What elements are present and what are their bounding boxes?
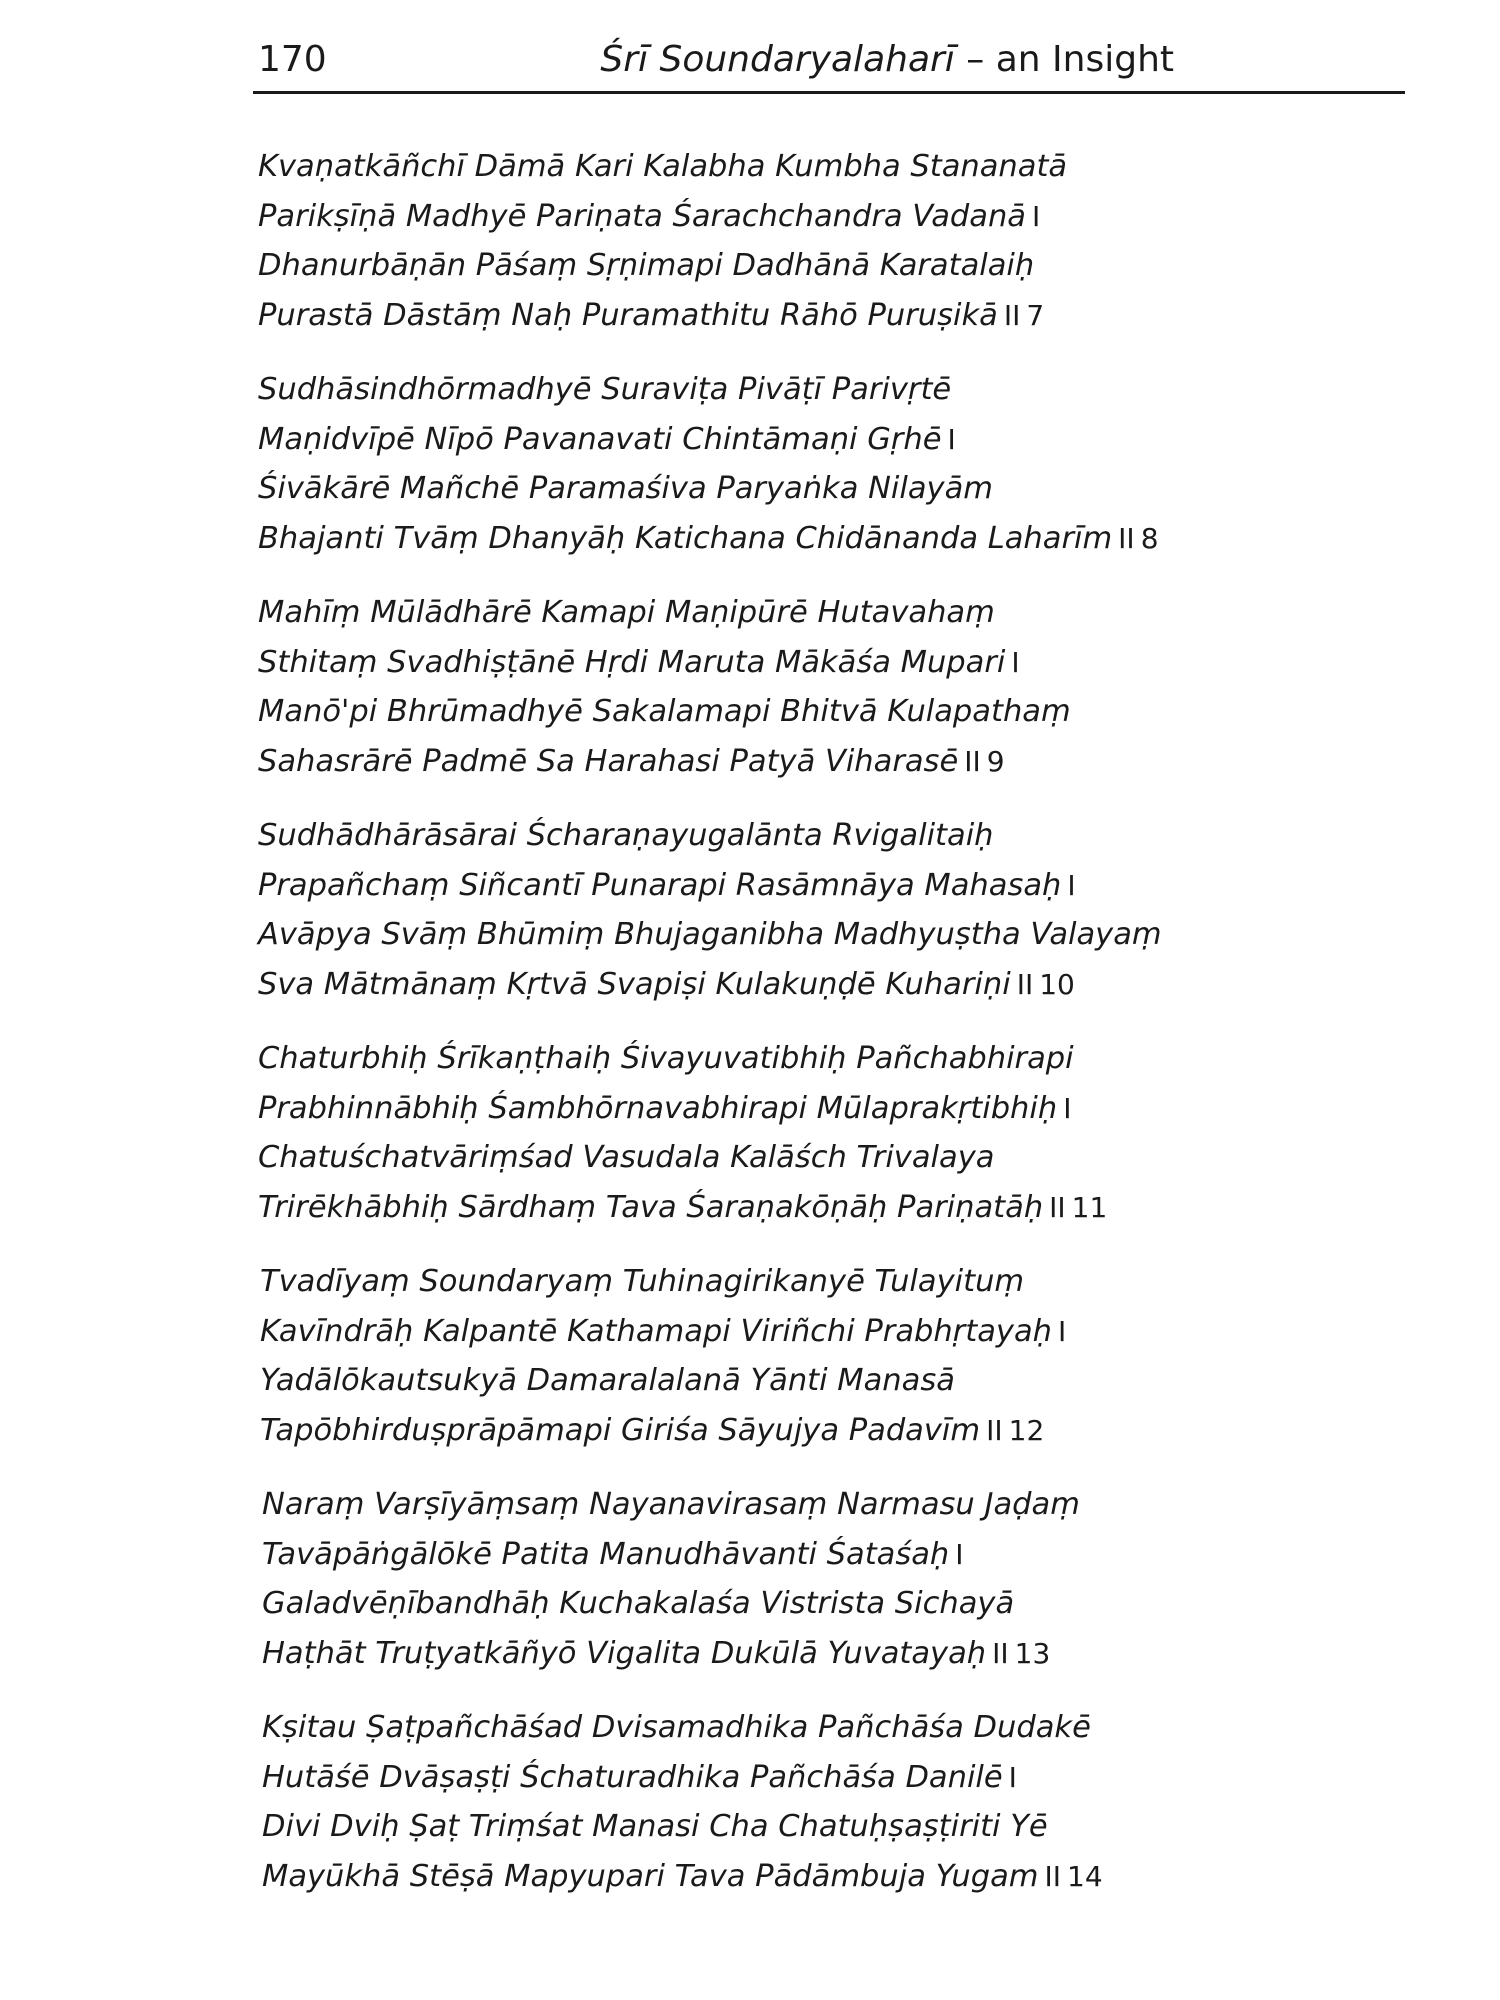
verse-line <box>258 1084 1500 1134</box>
verse-line <box>258 737 1500 787</box>
verse-number: 7 <box>1026 298 1045 332</box>
verse-line <box>258 1133 1500 1183</box>
verse-line <box>258 291 1500 341</box>
verse-number: 10 <box>1039 967 1075 1001</box>
verse-line <box>260 1307 1500 1357</box>
half-verse-mark: I <box>1011 645 1020 679</box>
verse-line-text: Trirēkhābhiḥ Sārdhaṃ Tava Śaraṇakōṇāḥ Pariṇatāḥ <box>258 1189 1044 1225</box>
verse-number: 9 <box>986 744 1005 778</box>
verse-line-text: Dhanurbāṇān Pāśaṃ Sṛṇimapi Dadhānā Karatalaiḥ <box>258 248 1035 283</box>
verse-number: 13 <box>1014 1636 1051 1670</box>
page-header <box>258 30 1408 94</box>
verse-line-text: Mayūkhā Stēṣā Mapyupari Tava Pādāmbuja Yugam <box>262 1858 1039 1894</box>
verse-end-mark: II <box>1049 1190 1066 1224</box>
verse-line <box>258 811 1500 861</box>
verse-line <box>258 588 1500 638</box>
running-title-rest: – an Insight <box>954 39 1174 80</box>
verse-line-text: Mahīṃ Mūlādhārē Kamapi Maṇipūrē Hutavahaṃ <box>258 595 995 630</box>
verse-line-text: Chaturbhiḥ Śrīkaṇṭhaiḥ Śivayuvatibhiḥ Pañchabhirapi <box>258 1041 1074 1076</box>
verse-line <box>258 514 1500 564</box>
verse-line <box>258 241 1500 291</box>
half-verse-mark: I <box>1008 1760 1017 1794</box>
verse-14 <box>262 1703 1500 1901</box>
verse-line-text: Maṇidvīpē Nīpō Pavanavati Chintāmaṇi Gṛhē <box>258 421 942 457</box>
verse-line <box>262 1802 1500 1852</box>
verse-line <box>258 142 1500 192</box>
verse-line-text: Yadālōkautsukyā Damaralalanā Yānti Manasā <box>260 1363 955 1398</box>
verse-13 <box>262 1480 1500 1678</box>
half-verse-mark: I <box>1067 868 1076 902</box>
verse-line-text: Śivākārē Mañchē Paramaśiva Paryaṅka Nilayām <box>258 471 993 506</box>
verse-line <box>262 1480 1500 1530</box>
verse-number: 12 <box>1008 1413 1045 1447</box>
verse-11 <box>258 1034 1500 1232</box>
verse-7 <box>258 142 1500 340</box>
verse-line <box>260 1406 1500 1456</box>
half-verse-mark: I <box>1063 1091 1072 1125</box>
verse-line-text: Prabhinnābhiḥ Śambhōrnavabhirapi Mūlaprakṛtibhiḥ <box>258 1090 1058 1126</box>
verse-line-text: Bhajanti Tvāṃ Dhanyāḥ Katichana Chidānanda Laharīm <box>258 520 1113 556</box>
verse-line-text: Manō'pi Bhrūmadhyē Sakalamapi Bhitvā Kulapathaṃ <box>258 694 1071 729</box>
verse-line <box>258 464 1500 514</box>
verse-number: 11 <box>1071 1190 1108 1224</box>
verse-end-mark: II <box>1044 1859 1062 1893</box>
verse-line-text: Haṭhāt Truṭyatkāñyō Vigalita Dukūlā Yuvatayaḥ <box>262 1635 987 1671</box>
verse-line <box>260 1356 1500 1406</box>
verse-line <box>262 1753 1500 1803</box>
verse-line-text: Sva Mātmānaṃ Kṛtvā Svapiṣi Kulakuṇḍē Kuhariṇi <box>258 966 1011 1002</box>
verse-line-text: Tavāpāṅgālōkē Patita Manudhāvanti Śataśaḥ <box>262 1536 950 1572</box>
verse-line <box>262 1703 1500 1753</box>
verse-line <box>262 1579 1500 1629</box>
verse-line <box>258 638 1500 688</box>
verse-end-mark: II <box>1118 521 1135 555</box>
verse-line-text: Naraṃ Varṣīyāṃsaṃ Nayanavirasaṃ Narmasu Jaḍaṃ <box>262 1487 1080 1522</box>
verse-line-text: Prapañchaṃ Siñcantī Punarapi Rasāmnāya Mahasaḥ <box>258 867 1062 903</box>
verse-line-text: Chatuśchatvāriṃśad Vasudala Kalāśch Trivalaya <box>258 1140 995 1175</box>
running-title-italic: Śrī Soundaryalaharī <box>600 39 955 80</box>
verse-9 <box>258 588 1500 786</box>
page-number: 170 <box>258 39 327 80</box>
verse-line-text: Kṣitau Ṣaṭpañchāśad Dvisamadhika Pañchāśa Dudakē <box>262 1710 1091 1745</box>
verse-line-text: Sudhāsindhōrmadhyē Suraviṭa Pivāṭī Parivṛtē <box>258 372 952 407</box>
verse-end-mark: II <box>1003 298 1021 332</box>
verse-10 <box>258 811 1500 1009</box>
half-verse-mark: I <box>955 1537 964 1571</box>
verse-line <box>258 861 1500 911</box>
verse-line <box>258 960 1500 1010</box>
half-verse-mark: I <box>1031 199 1041 233</box>
header-rule <box>253 91 1405 94</box>
verse-end-mark: II <box>1016 967 1034 1001</box>
verse-line-text: Hutāśē Dvāṣaṣṭi Śchaturadhika Pañchāśa Danilē <box>262 1759 1003 1795</box>
verse-line-text: Divi Dviḥ Ṣaṭ Triṃśat Manasi Cha Chatuḥṣaṣṭiriti Yē <box>262 1809 1048 1844</box>
verse-line-text: Tapōbhirduṣprāpāmapi Giriśa Sāyujya Padavīm <box>260 1412 981 1448</box>
half-verse-mark: I <box>947 422 956 456</box>
verse-8 <box>258 365 1500 563</box>
verse-12 <box>260 1257 1500 1455</box>
verse-line <box>262 1530 1500 1580</box>
verse-number: 8 <box>1140 521 1159 555</box>
verse-line-text: Avāpya Svāṃ Bhūmiṃ Bhujaganibha Madhyuṣtha Valayaṃ <box>258 917 1162 952</box>
running-title <box>600 38 1174 82</box>
verse-line <box>258 1183 1500 1233</box>
verse-list <box>0 142 1500 1926</box>
verse-line-text: Tvadīyaṃ Soundaryaṃ Tuhinagirikanyē Tulayituṃ <box>260 1264 1025 1299</box>
half-verse-mark: I <box>1058 1314 1067 1348</box>
verse-line <box>260 1257 1500 1307</box>
verse-line <box>262 1629 1500 1679</box>
verse-number: 14 <box>1067 1859 1103 1893</box>
verse-line-text: Kvaṇatkāñchī Dāmā Kari Kalabha Kumbha Stananatā <box>258 149 1068 184</box>
verse-line-text: Purastā Dāstāṃ Naḥ Puramathitu Rāhō Puruṣikā <box>258 297 998 333</box>
verse-line-text: Parikṣīṇā Madhyē Pariṇata Śarachchandra Vadanā <box>258 198 1026 234</box>
verse-line-text: Sahasrārē Padmē Sa Harahasi Patyā Viharasē <box>258 743 959 779</box>
verse-end-mark: II <box>964 744 981 778</box>
verse-line <box>258 1034 1500 1084</box>
verse-end-mark: II <box>986 1413 1003 1447</box>
verse-line-text: Sudhādhārāsārai Ścharaṇayugalānta Rvigalitaiḥ <box>258 818 994 853</box>
verse-line <box>258 192 1500 242</box>
verse-line <box>262 1852 1500 1902</box>
verse-line <box>258 687 1500 737</box>
verse-line <box>258 415 1500 465</box>
verse-end-mark: II <box>992 1636 1009 1670</box>
verse-line <box>258 910 1500 960</box>
verse-line-text: Sthitaṃ Svadhiṣṭānē Hṛdi Maruta Mākāśa Mupari <box>258 644 1006 680</box>
verse-line <box>258 365 1500 415</box>
verse-line-text: Galadvēṇībandhāḥ Kuchakalaśa Vistrista Sichayā <box>262 1586 1015 1621</box>
verse-line-text: Kavīndrāḥ Kalpantē Kathamapi Viriñchi Prabhṛtayaḥ <box>260 1313 1052 1349</box>
